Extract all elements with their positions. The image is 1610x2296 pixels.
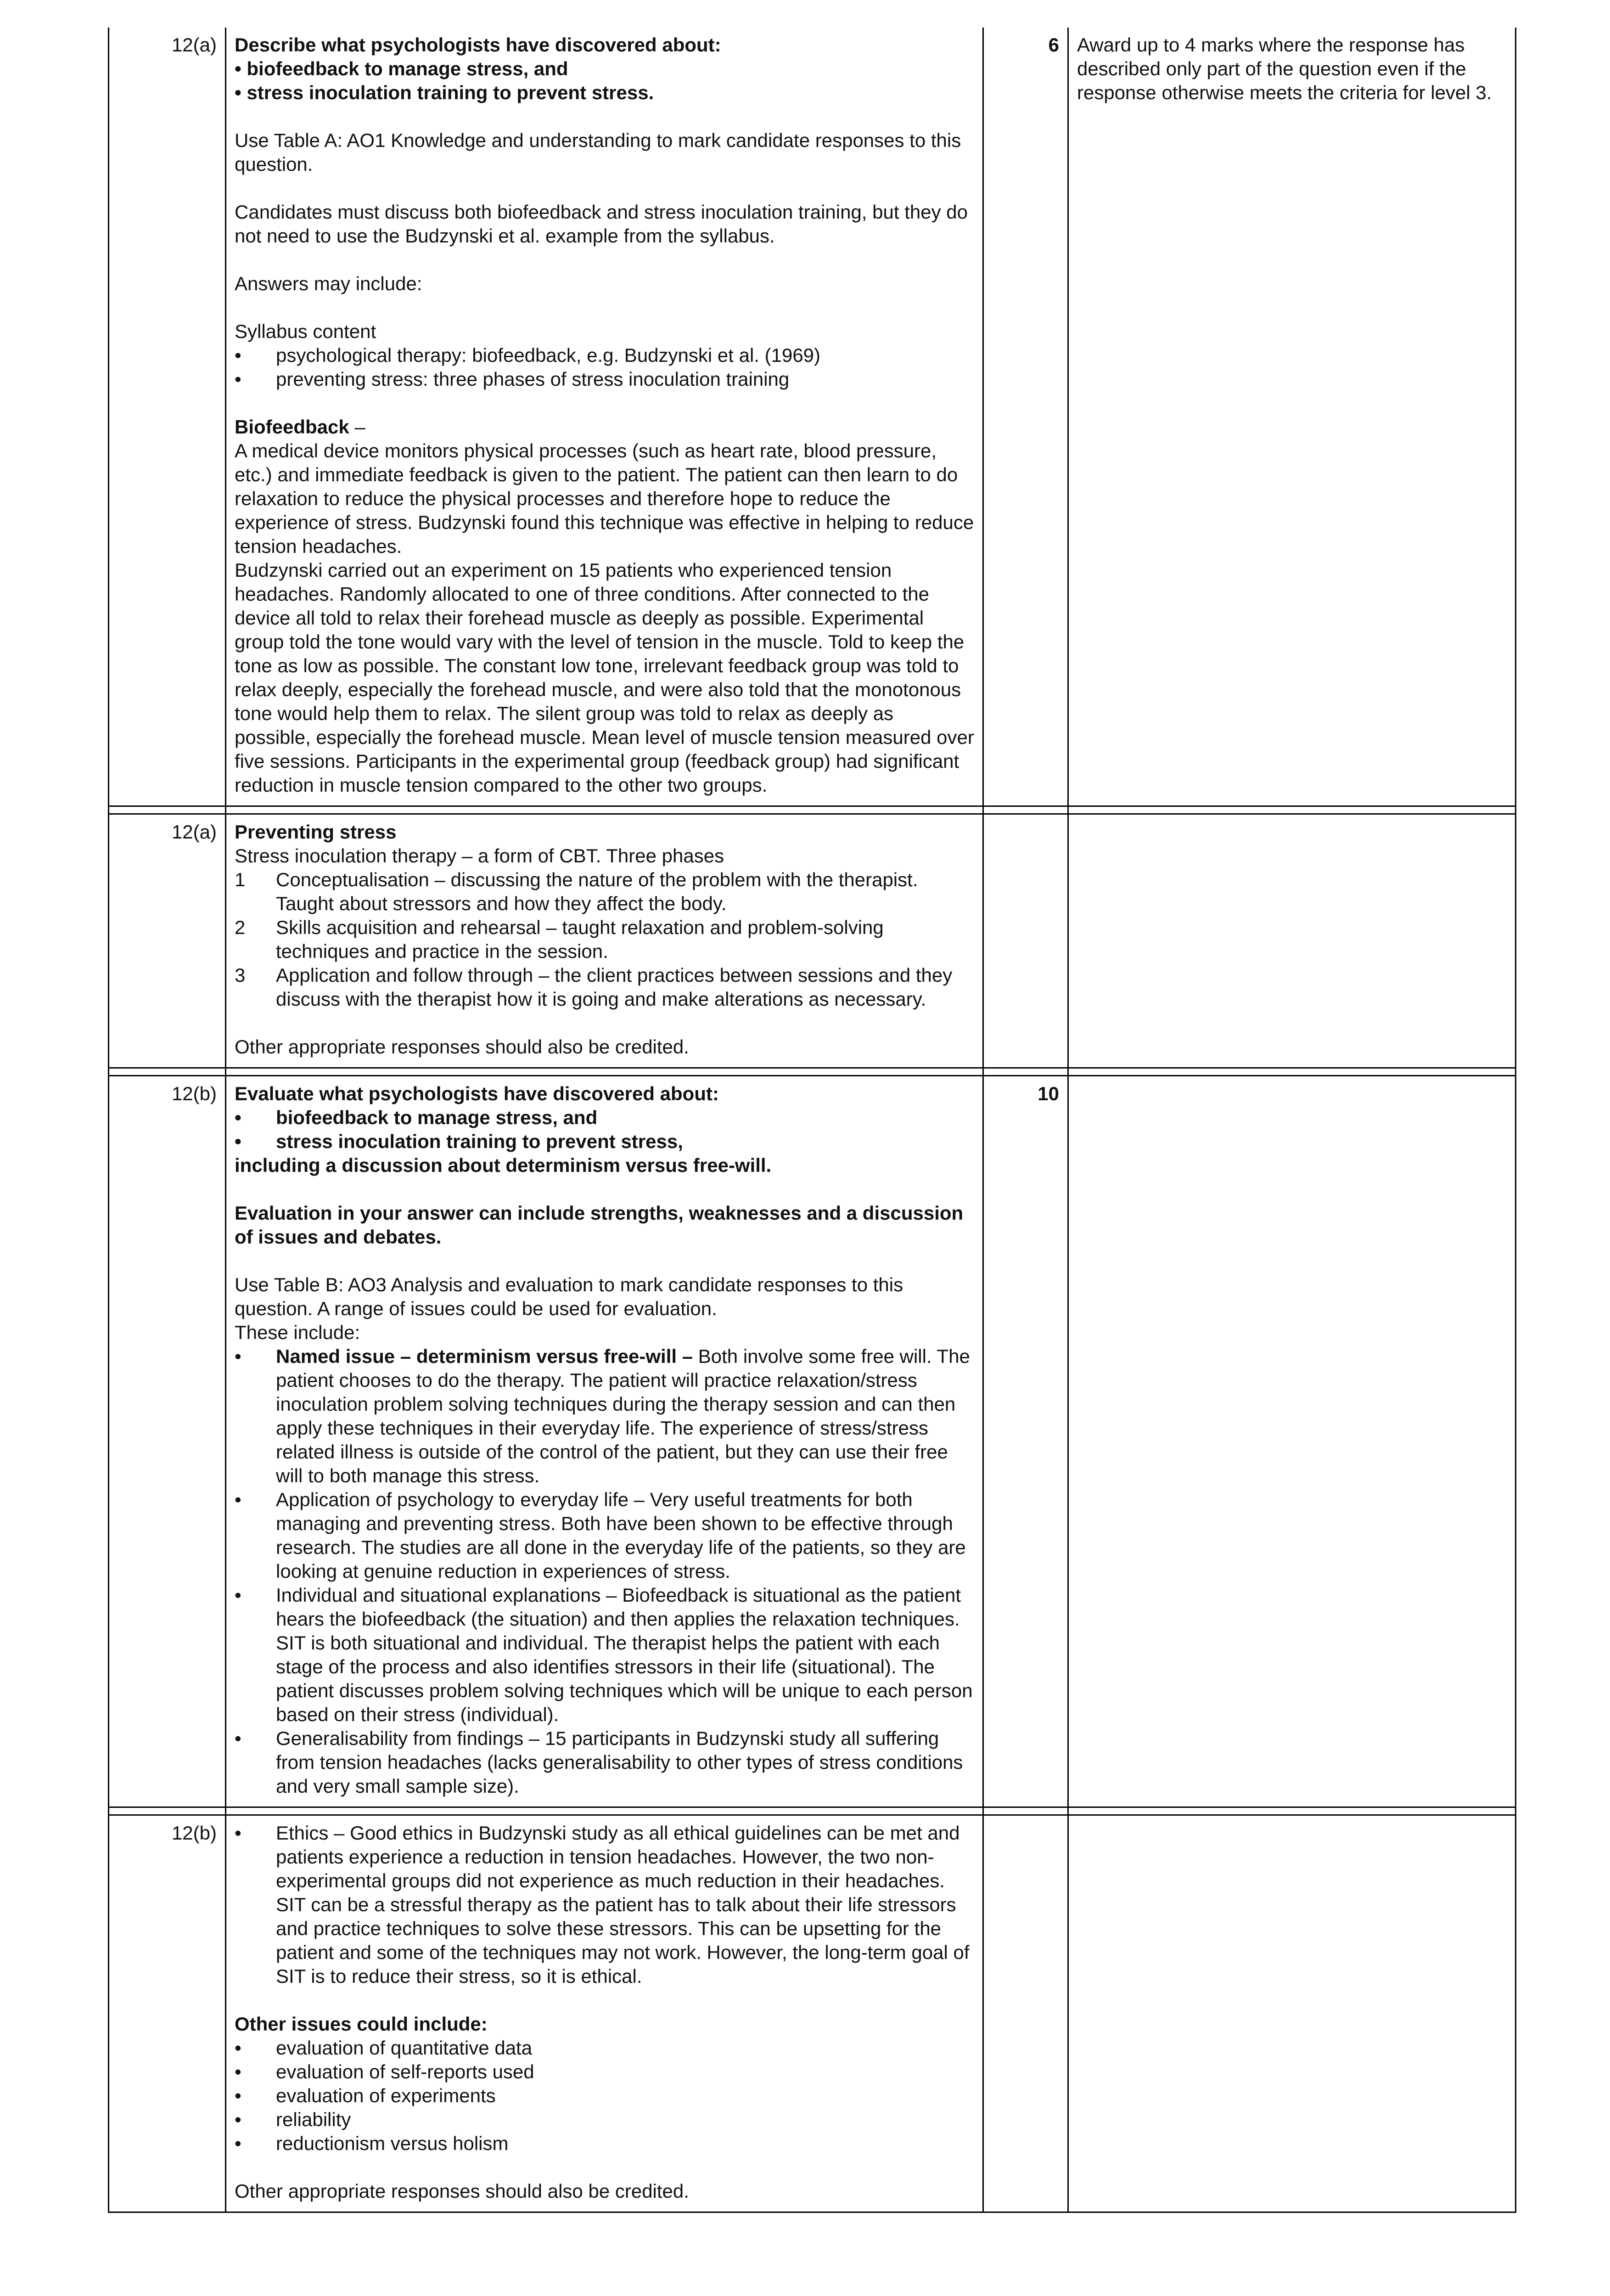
sit-intro: Stress inoculation therapy – a form of CBT. Three phases [235, 845, 724, 867]
list-item: • biofeedback to manage stress, and [235, 1106, 974, 1130]
list-item: • Individual and situational explanations – Biofeedback is situational as the patient hears the biofeedback (the situation) and then applies the relaxation techniques. SIT is both situational and individual. The therapist helps the patient with each stage of the process and also identifies stressors in their life (situational). The patient discusses problem solving techniques which will be unique to each person based on their stress (individual). [235, 1583, 974, 1727]
use-table-note: Use Table B: AO3 Analysis and evaluation to mark candidate responses to this question. A range of issues could be used for evaluation. [235, 1274, 903, 1319]
marks-cell: 10 [983, 1076, 1068, 1807]
list-item: • evaluation of quantitative data [235, 2036, 974, 2060]
named-issue-label: Named issue – determinism versus free-will – [276, 1345, 693, 1367]
list-item: • psychological therapy: biofeedback, e.g. Budzynski et al. (1969) [235, 343, 974, 367]
table-row [109, 1076, 1516, 1807]
question-heading-line: • stress inoculation training to prevent stress. [235, 82, 654, 103]
table-row [109, 28, 1516, 806]
table-row [109, 1815, 1516, 2212]
list-item: • evaluation of experiments [235, 2084, 974, 2108]
list-item [235, 1345, 974, 1488]
other-issues-title: Other issues could include: [235, 2013, 488, 2035]
marks-cell: 6 [983, 28, 1068, 806]
list-item: • stress inoculation training to prevent stress, [235, 1130, 974, 1154]
ethics-list [235, 1821, 974, 1988]
question-heading-line: Describe what psychologists have discovered about: [235, 34, 721, 56]
biofeedback-dash: – [349, 416, 365, 438]
syllabus-title: Syllabus content [235, 321, 376, 342]
list-item: • Ethics – Good ethics in Budzynski study as all ethical guidelines can be met and patients experience a reduction in tension headaches. However, the two non-experimental groups did not experience as much reduction in their headaches. SIT can be a stressful therapy as the patient has to talk about their life stressors and practice techniques to solve these stressors. This can be upsetting for the patient and some of the techniques may not work. However, the long-term goal of SIT is to reduce their stress, so it is ethical. [235, 1821, 974, 1988]
budzynski-paragraph: Budzynski carried out an experiment on 15 patients who experienced tension headaches. Randomly allocated to one of three conditions. After connected to the device all told to relax their forehead muscle as deeply as possible. Experimental group told the tone would vary with the level of tension in the muscle. Told to keep the tone as low as possible. The constant low tone, irrelevant feedback group was told to relax deeply, especially the forehead muscle, and were also told that the monotonous tone would help them to relax. The silent group was told to relax as deeply as possible, especially the forehead muscle. Mean level of muscle tension measured over five sessions. Participants in the experimental group (feedback group) had significant reduction in muscle tension compared to the other two groups. [235, 559, 974, 796]
question-heading-list [235, 1106, 974, 1154]
phase-list [235, 868, 974, 1011]
list-item: • evaluation of self-reports used [235, 2060, 974, 2084]
biofeedback-paragraph: A medical device monitors physical processes (such as heart rate, blood pressure, etc.) and immediate feedback is given to the patient. The patient can then learn to do relaxation to reduce the physical processes and therefore hope to reduce the experience of stress. Budzynski found this technique was effective in helping to reduce tension headaches. [235, 440, 974, 557]
question-number: 12(a) [109, 814, 226, 1068]
row-separator [109, 1807, 1516, 1815]
evaluation-note: Evaluation in your answer can include strengths, weaknesses and a discussion of issues and debates. [235, 1202, 964, 1248]
other-issues-list [235, 2036, 974, 2155]
guidance-cell [1068, 1815, 1516, 2212]
row-separator [109, 806, 1516, 814]
marks-cell [983, 814, 1068, 1068]
list-item: • reductionism versus holism [235, 2132, 974, 2155]
biofeedback-title: Biofeedback [235, 416, 349, 438]
must-discuss-note: Candidates must discuss both biofeedback and stress inoculation training, but they do not need to use the Budzynski et al. example from the syllabus. [235, 201, 968, 247]
list-item: • reliability [235, 2108, 974, 2132]
marks-cell [983, 1815, 1068, 2212]
question-heading: Evaluate what psychologists have discovered about: [235, 1083, 719, 1104]
table-row [109, 814, 1516, 1068]
question-heading-line: • biofeedback to manage stress, and [235, 58, 568, 79]
list-item: • Application of psychology to everyday life – Very useful treatments for both managing and preventing stress. Both have been shown to be effective through research. The studies are all done in the everyday life of the patients, so they are looking at genuine reduction in experiences of stress. [235, 1488, 974, 1583]
answer-cell [226, 1076, 983, 1807]
preventing-stress-title: Preventing stress [235, 821, 397, 843]
list-item: • preventing stress: three phases of stress inoculation training [235, 367, 974, 391]
list-item: 3 Application and follow through – the client practices between sessions and they discuss with the therapist how it is going and make alterations as necessary. [235, 964, 953, 1010]
row-separator [109, 1068, 1516, 1076]
evaluation-list [235, 1345, 974, 1798]
answer-cell [226, 1815, 983, 2212]
list-item: 2 Skills acquisition and rehearsal – taught relaxation and problem-solving techniques and practice in the session. [235, 917, 884, 962]
other-responses-note: Other appropriate responses should also be credited. [235, 1036, 689, 1058]
question-heading-tail: including a discussion about determinism versus free-will. [235, 1154, 772, 1176]
guidance-cell [1068, 1076, 1516, 1807]
guidance-cell [1068, 814, 1516, 1068]
these-include: These include: [235, 1322, 360, 1343]
list-item: 1 Conceptualisation – discussing the nature of the problem with the therapist. Taught about stressors and how they affect the body. [235, 869, 918, 914]
other-responses-note: Other appropriate responses should also be credited. [235, 2180, 689, 2202]
question-number: 12(b) [109, 1076, 226, 1807]
question-number: 12(a) [109, 28, 226, 806]
mark-scheme-table [108, 28, 1516, 2213]
answer-cell [226, 814, 983, 1068]
list-item: • Generalisability from findings – 15 participants in Budzynski study all suffering from tension headaches (lacks generalisability to other types of stress conditions and very small sample size). [235, 1727, 974, 1798]
answer-cell [226, 28, 983, 806]
named-issue-text: Both involve some free will. The patient chooses to do the therapy. The patient will practice relaxation/stress inoculation problem solving techniques during the therapy session and can then apply these techniques in their everyday life. The experience of stress/stress related illness is outside of the control of the patient, but they can use their free will to both manage this stress. [276, 1345, 970, 1486]
answers-may-include: Answers may include: [235, 273, 422, 294]
biofeedback-heading [235, 415, 974, 439]
use-table-note: Use Table A: AO1 Knowledge and understanding to mark candidate responses to this question. [235, 129, 961, 175]
syllabus-list [235, 343, 974, 391]
question-number: 12(b) [109, 1815, 226, 2212]
guidance-cell: Award up to 4 marks where the response has described only part of the question even if the response otherwise meets the criteria for level 3. [1068, 28, 1516, 806]
